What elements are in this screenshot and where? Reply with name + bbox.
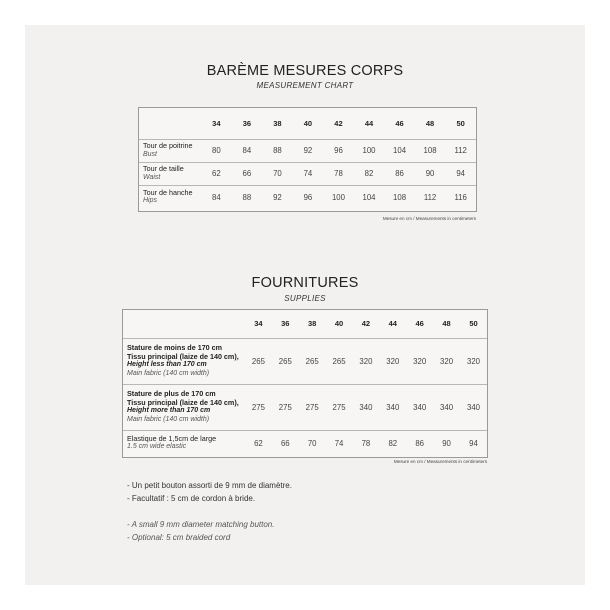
supplies-title: FOURNITURES: [251, 275, 359, 291]
table-cell: 62: [245, 430, 272, 456]
size-header-blank: [139, 108, 201, 139]
size-header: 46: [395, 118, 404, 128]
size-header: 42: [334, 118, 343, 128]
row-label-fr: Elastique de 1,5cm de large: [127, 433, 217, 443]
table-cell: 265: [272, 338, 299, 384]
size-header: 48: [425, 118, 435, 128]
note-en-button: - A small 9 mm diameter matching button.: [127, 520, 275, 529]
table-cell: 78: [323, 162, 354, 185]
note-fr-button: - Un petit bouton assorti de 9 mm de diamètre.: [127, 481, 292, 490]
table-cell: 100: [323, 185, 354, 209]
row-label-en: Main fabric (140 cm width): [127, 369, 210, 377]
row-label-en: Bust: [143, 150, 158, 158]
table-cell: 92: [262, 185, 293, 209]
table-cell: 275: [245, 384, 272, 430]
measurement-title: BARÈME MESURES CORPS: [206, 63, 404, 79]
size-header: 44: [388, 319, 397, 329]
table-cell: 265: [245, 338, 272, 384]
table-cell: 80: [201, 139, 232, 162]
row-label-fr: Tour de hanche: [143, 187, 193, 197]
table-cell: 275: [326, 384, 353, 430]
table-cell: 108: [415, 139, 446, 162]
note-fr-cord: - Facultatif : 5 cm de cordon à bride.: [127, 494, 256, 503]
table-cell: 108: [384, 185, 415, 209]
row-label-fr: Tissu principal (laize de 140 cm),: [127, 397, 239, 407]
table-row: [123, 338, 487, 384]
size-header: 46: [415, 319, 424, 329]
size-header: 34: [212, 118, 221, 128]
table-cell: 88: [262, 139, 293, 162]
table-row: [139, 162, 476, 185]
table-cell: 96: [323, 139, 354, 162]
row-label-en: Hips: [143, 197, 158, 205]
size-header: 48: [442, 319, 451, 329]
size-header: 44: [364, 118, 374, 128]
row-label-en: Waist: [143, 173, 161, 181]
table-cell: 340: [379, 384, 406, 430]
table-cell: 74: [293, 162, 324, 185]
size-header: 50: [456, 118, 465, 128]
table-row: [123, 384, 487, 430]
table-cell: 320: [379, 338, 406, 384]
table-cell: 90: [433, 430, 460, 456]
table-cell: 86: [384, 162, 415, 185]
table-cell: 94: [445, 162, 476, 185]
size-header: 36: [281, 319, 290, 329]
table-row: [139, 139, 476, 162]
table-cell: 74: [326, 430, 353, 456]
table-cell: 340: [406, 384, 433, 430]
table-cell: 112: [415, 185, 446, 209]
table-cell: 112: [445, 139, 476, 162]
table-cell: 320: [406, 338, 433, 384]
size-header-blank: [123, 310, 245, 338]
table-cell: 320: [433, 338, 460, 384]
row-label-fr: Tour de taille: [143, 164, 184, 173]
table-cell: 320: [460, 338, 487, 384]
table-cell: 82: [354, 162, 385, 185]
table-cell: 88: [232, 185, 263, 209]
table-cell: 340: [433, 384, 460, 430]
row-label-fr: Stature de plus de 170 cm: [127, 389, 216, 398]
table-cell: 84: [232, 139, 263, 162]
table-cell: 70: [299, 430, 326, 456]
table-cell: 320: [352, 338, 379, 384]
table-cell: 94: [460, 430, 487, 456]
table-cell: 275: [299, 384, 326, 430]
table-cell: 100: [354, 139, 385, 162]
table-cell: 62: [201, 162, 232, 185]
row-label-en: Height less than 170 cm: [127, 361, 207, 368]
size-header: 38: [308, 319, 317, 329]
table-cell: 92: [293, 139, 324, 162]
table-cell: 104: [354, 185, 385, 209]
table-cell: 275: [272, 384, 299, 430]
table-cell: 78: [352, 430, 379, 456]
table-cell: 265: [299, 338, 326, 384]
supplies-unit-note: Mesure en cm / Measurements in centimeters: [393, 459, 487, 464]
row-label-en: 1.5 cm wide elastic: [127, 443, 187, 451]
size-header: 50: [469, 319, 478, 329]
table-cell: 265: [326, 338, 353, 384]
size-header: 34: [254, 319, 263, 329]
table-cell: 86: [406, 430, 433, 456]
measurement-subtitle: MEASUREMENT CHART: [256, 81, 354, 90]
table-row: [123, 430, 487, 456]
note-en-cord: - Optional: 5 cm braided cord: [127, 533, 231, 542]
table-cell: 340: [460, 384, 487, 430]
table-cell: 116: [445, 185, 476, 209]
measurement-table: [138, 107, 477, 212]
size-header: 38: [273, 118, 282, 128]
row-label-en: Main fabric (140 cm width): [127, 415, 210, 423]
table-cell: 70: [262, 162, 293, 185]
row-label-en: Height more than 170 cm: [127, 407, 211, 414]
size-header: 42: [361, 319, 371, 329]
table-cell: 96: [293, 185, 324, 209]
table-cell: 66: [272, 430, 299, 456]
table-cell: 84: [201, 185, 232, 209]
table-cell: 90: [415, 162, 446, 185]
table-cell: 340: [352, 384, 379, 430]
table-cell: 82: [379, 430, 406, 456]
table-cell: 104: [384, 139, 415, 162]
size-header: 40: [303, 118, 313, 128]
row-label-fr: Tour de poitrine: [143, 141, 193, 150]
supplies-subtitle: SUPPLIES: [284, 294, 326, 303]
row-label-fr: Stature de moins de 170 cm: [127, 343, 223, 352]
supplies-table: [122, 309, 488, 458]
size-header: 40: [334, 319, 344, 329]
table-row: [139, 185, 476, 209]
row-label-fr: Tissu principal (laize de 140 cm),: [127, 351, 239, 361]
table-cell: 66: [232, 162, 263, 185]
size-header: 36: [242, 118, 252, 128]
measurement-unit-note: Mesure en cm / Measurements in centimeters: [382, 216, 476, 221]
